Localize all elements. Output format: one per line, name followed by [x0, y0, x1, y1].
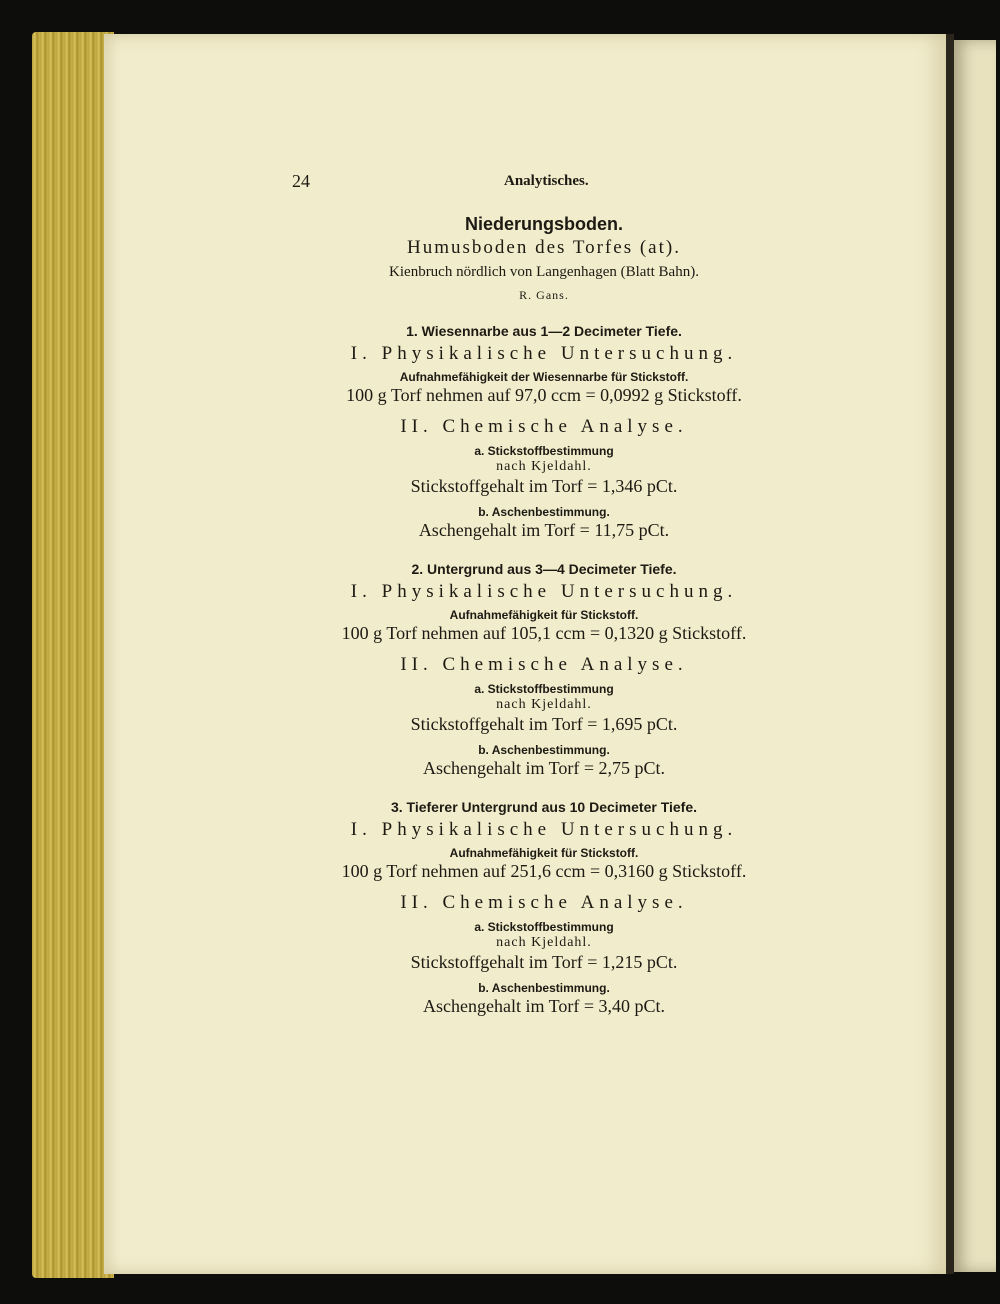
document-title: Niederungsboden. [464, 214, 623, 234]
ash-value: Aschengehalt im Torf = 11,75 pCt. [418, 520, 670, 540]
nitrogen-caption: a. Stickstoffbestimmung [474, 444, 614, 458]
nitrogen-value: Stickstoffgehalt im Torf = 1,695 pCt. [410, 714, 678, 734]
author: R. Gans. [519, 288, 569, 302]
book-page [104, 34, 946, 1274]
section-heading: 1. Wiesennarbe aus 1—2 Decimeter Tiefe. [406, 323, 682, 339]
nitrogen-method: nach Kjeldahl. [496, 697, 592, 712]
physical-value: 100 g Torf nehmen auf 105,1 ccm = 0,1320 g Stickstoff. [341, 623, 747, 643]
chemical-heading: II. Chemische Analyse. [400, 892, 688, 913]
ash-caption: b. Aschenbestimmung. [478, 981, 610, 995]
document-subtitle: Humusboden des Torfes (at). [407, 237, 681, 258]
section-3 [254, 799, 834, 1017]
physical-heading: I. Physikalische Untersuchung. [350, 343, 738, 364]
section-2 [254, 561, 834, 779]
nitrogen-caption: a. Stickstoffbestimmung [474, 920, 614, 934]
section-heading: 2. Untergrund aus 3—4 Decimeter Tiefe. [411, 561, 677, 577]
page-number: 24 [292, 171, 310, 191]
running-title: Analytisches. [504, 173, 589, 189]
physical-value: 100 g Torf nehmen auf 251,6 ccm = 0,3160 g Stickstoff. [341, 861, 747, 881]
page-content [254, 210, 834, 1017]
ash-value: Aschengehalt im Torf = 3,40 pCt. [422, 996, 666, 1016]
physical-caption: Aufnahmefähigkeit für Stickstoff. [449, 608, 639, 622]
ash-value: Aschengehalt im Torf = 2,75 pCt. [422, 758, 666, 778]
chemical-heading: II. Chemische Analyse. [400, 416, 688, 437]
ash-caption: b. Aschenbestimmung. [478, 743, 610, 757]
physical-heading: I. Physikalische Untersuchung. [350, 819, 738, 840]
ash-caption: b. Aschenbestimmung. [478, 505, 610, 519]
section-1 [254, 323, 834, 541]
facing-page-edge [952, 40, 996, 1272]
book-page-edges [32, 32, 114, 1278]
page-header [104, 171, 946, 193]
physical-caption: Aufnahmefähigkeit für Stickstoff. [449, 846, 639, 860]
nitrogen-value: Stickstoffgehalt im Torf = 1,215 pCt. [410, 952, 678, 972]
physical-heading: I. Physikalische Untersuchung. [350, 581, 738, 602]
physical-caption: Aufnahmefähigkeit der Wiesennarbe für Stickstoff. [399, 370, 689, 384]
nitrogen-value: Stickstoffgehalt im Torf = 1,346 pCt. [410, 476, 678, 496]
nitrogen-method: nach Kjeldahl. [496, 935, 592, 950]
nitrogen-caption: a. Stickstoffbestimmung [474, 682, 614, 696]
chemical-heading: II. Chemische Analyse. [400, 654, 688, 675]
sample-location: Kienbruch nördlich von Langenhagen (Blatt Bahn). [389, 264, 699, 280]
nitrogen-method: nach Kjeldahl. [496, 459, 592, 474]
section-heading: 3. Tieferer Untergrund aus 10 Decimeter Tiefe. [390, 799, 698, 815]
physical-value: 100 g Torf nehmen auf 97,0 ccm = 0,0992 g Stickstoff. [346, 385, 742, 405]
